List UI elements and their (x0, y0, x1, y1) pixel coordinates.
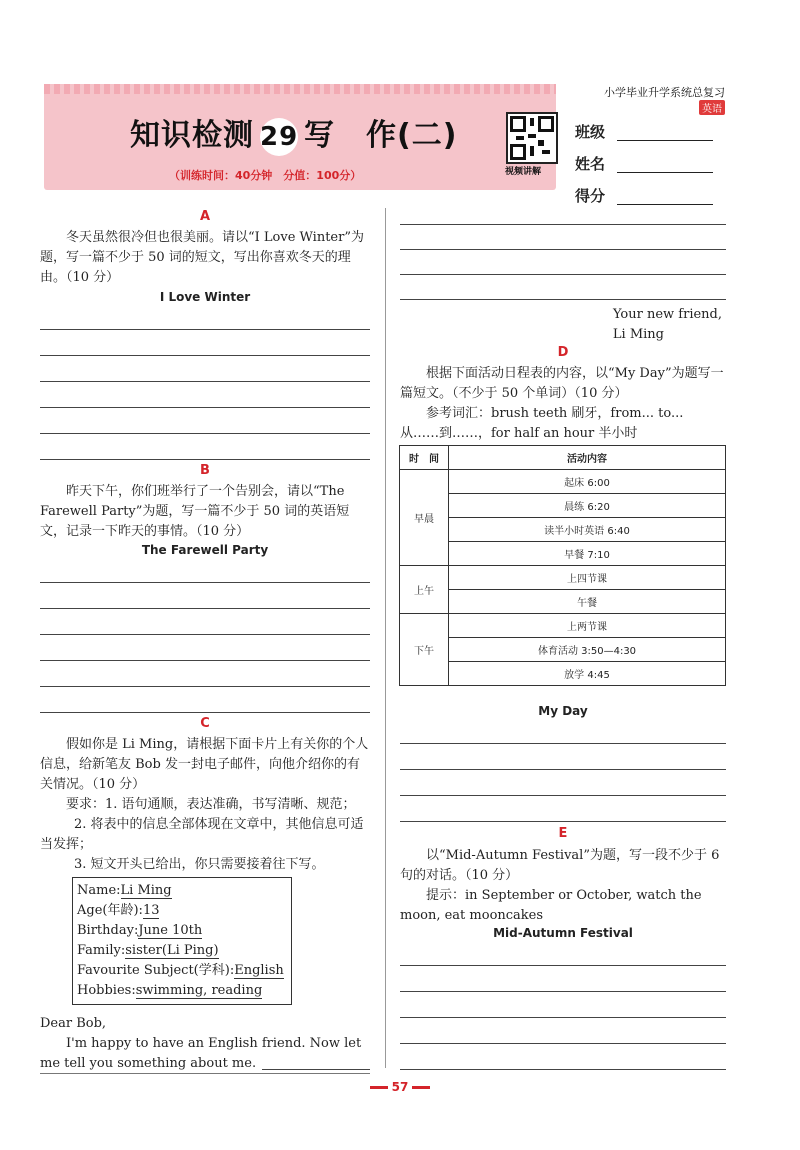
class-field[interactable]: 班级 (575, 121, 725, 147)
answer-line[interactable] (400, 1043, 726, 1044)
answer-line[interactable] (400, 1017, 726, 1018)
page-bar-left (370, 1086, 388, 1089)
title-prefix: 知识检测 (130, 118, 254, 153)
table-row (400, 518, 726, 542)
name-field[interactable]: 姓名 (575, 153, 725, 179)
answer-line[interactable] (40, 329, 370, 330)
section-c-req1: 要求：1. 语句通顺，表达准确，书写清晰、规范； (66, 797, 356, 812)
answer-line[interactable] (40, 582, 370, 583)
column-divider (385, 208, 386, 1068)
answer-line[interactable] (400, 795, 726, 796)
table-header-row (400, 446, 726, 470)
info-card (72, 877, 292, 1005)
banner-stripe (44, 84, 556, 94)
section-d-vocab: 参考词汇：brush teeth 刷牙，from... to... 从……到……，for half an hour 半小时 (400, 406, 684, 441)
section-b-letter: B (200, 463, 210, 478)
qr-code-icon[interactable] (506, 112, 558, 164)
section-d-letter: D (557, 345, 569, 360)
section-b-essay-title: The Farewell Party (141, 543, 269, 557)
activity-cell: 读半小时英语 6:40 (449, 518, 726, 542)
header-activity: 活动内容 (449, 446, 726, 470)
student-info-panel (575, 84, 725, 211)
section-a-letter: A (199, 209, 211, 224)
section-e-letter: E (558, 826, 568, 841)
card-row: Name:Li Ming (77, 883, 172, 898)
letter-opening: I'm happy to have an English friend. Now let me tell you something about me. (40, 1036, 362, 1071)
table-row (400, 638, 726, 662)
card-row: Family:sister(Li Ping) (77, 943, 219, 958)
section-c-req2: 2. 将表中的信息全部体现在文章中，其他信息可适当发挥； (40, 817, 364, 852)
series-name: 小学毕业升学系统总复习英语 (604, 86, 725, 115)
answer-line[interactable] (40, 355, 370, 356)
answer-line[interactable] (40, 608, 370, 609)
training-info: （训练时间：40分钟 分值：100分） (169, 169, 362, 182)
table-row (400, 542, 726, 566)
title-suffix: 写 作(二) (304, 118, 458, 153)
table-row (400, 566, 726, 590)
title-number: 29 (260, 118, 298, 156)
answer-line[interactable] (400, 743, 726, 744)
time-morning: 早晨 (400, 470, 449, 566)
answer-line[interactable] (40, 407, 370, 408)
letter-signature: Li Ming (612, 327, 664, 342)
time-afternoon: 下午 (400, 614, 449, 686)
activity-cell: 体育活动 3:50—4:30 (449, 638, 726, 662)
table-row (400, 494, 726, 518)
activity-cell: 晨练 6:20 (449, 494, 726, 518)
section-c-req3: 3. 短文开头已给出，你只需要接着往下写。 (74, 857, 325, 872)
activity-cell: 上两节课 (449, 614, 726, 638)
page-number: 57 (340, 1080, 460, 1094)
answer-line[interactable] (400, 821, 726, 822)
header-time: 时 间 (400, 446, 449, 470)
answer-line[interactable] (400, 1069, 726, 1070)
activity-cell: 放学 4:45 (449, 662, 726, 686)
card-row: Age(年龄):13 (77, 903, 160, 918)
section-e-prompt: 以“Mid-Autumn Festival”为题，写一段不少于 6 句的对话。（10 分） (400, 848, 720, 883)
section-e-hint: 提示：in September or October, watch the moon, eat mooncakes (400, 888, 702, 923)
time-forenoon: 上午 (400, 566, 449, 614)
answer-line[interactable] (262, 1069, 370, 1070)
section-c-prompt: 假如你是 Li Ming，请根据下面卡片上有关你的个人信息，给新笔友 Bob 发一封电子邮件，向他介绍你的有关情况。（10 分） (40, 737, 369, 792)
answer-line[interactable] (40, 381, 370, 382)
page-title (130, 110, 457, 156)
answer-line[interactable] (40, 712, 370, 713)
card-row: Hobbies:swimming, reading (77, 983, 263, 998)
card-row: Favourite Subject(学科):English (77, 963, 284, 978)
card-row: Birthday:June 10th (77, 923, 203, 938)
letter-greeting: Dear Bob, (40, 1016, 107, 1031)
section-a-essay-title: I Love Winter (159, 290, 251, 304)
answer-line[interactable] (400, 274, 726, 275)
table-row (400, 590, 726, 614)
section-d-essay-title: My Day (538, 704, 588, 718)
answer-line[interactable] (400, 249, 726, 250)
activity-cell: 午餐 (449, 590, 726, 614)
answer-line[interactable] (40, 634, 370, 635)
section-d-prompt: 根据下面活动日程表的内容，以“My Day”为题写一篇短文。（不少于 50 个单词）（10 分） (400, 366, 724, 401)
table-row (400, 614, 726, 638)
letter-baseline (40, 1073, 370, 1074)
section-b-prompt: 昨天下午，你们班举行了一个告别会，请以“The Farewell Party”为题，写一篇不少于 50 词的英语短文，记录一下昨天的事情。（10 分） (40, 484, 350, 539)
qr-label: 视频讲解 (505, 167, 542, 177)
schedule-table (399, 445, 726, 686)
section-e-essay-title: Mid-Autumn Festival (493, 926, 633, 940)
section-a-prompt: 冬天虽然很冷但也很美丽。请以“I Love Winter”为题，写一篇不少于 50 词的短文，写出你喜欢冬天的理由。（10 分） (40, 230, 364, 285)
answer-line[interactable] (400, 769, 726, 770)
answer-line[interactable] (400, 224, 726, 225)
header-banner (44, 84, 556, 190)
subject-tag: 英语 (699, 100, 725, 115)
answer-line[interactable] (40, 433, 370, 434)
activity-cell: 上四节课 (449, 566, 726, 590)
answer-line[interactable] (40, 459, 370, 460)
answer-line[interactable] (400, 965, 726, 966)
activity-cell: 起床 6:00 (449, 470, 726, 494)
page-bar-right (412, 1086, 430, 1089)
answer-line[interactable] (40, 660, 370, 661)
answer-line[interactable] (400, 299, 726, 300)
section-c-letter: C (200, 716, 210, 731)
answer-line[interactable] (400, 991, 726, 992)
activity-cell: 早餐 7:10 (449, 542, 726, 566)
answer-line[interactable] (40, 686, 370, 687)
score-field[interactable]: 得分 (575, 185, 725, 211)
table-row (400, 470, 726, 494)
letter-closing: Your new friend, (612, 307, 722, 322)
table-row (400, 662, 726, 686)
